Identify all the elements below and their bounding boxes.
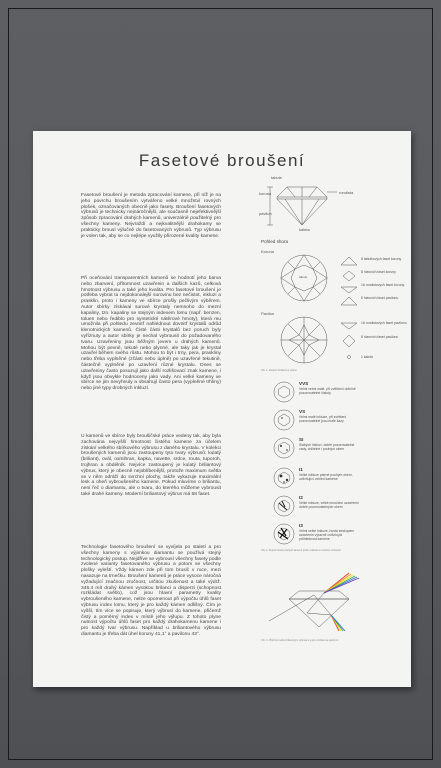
crown-facet-1: 8 tabulkových faset koruny (361, 257, 402, 261)
label-girdle: rondista (339, 190, 354, 195)
paragraph-technology: Technologie fasetového broušení se vyvíjela po staletí a pro všechny kameny s výjimkou diamantu se používá stejný technologický postup. Nejdříve se vybrousí všechny fasety podle zvolené varianty fasetovaného výbrusu a potom se všechny plošky vyleští. Vždy kámen zde při tom brusič v ruce, mezi nasazuje na trnečku. Broušení kamenů je práce vysoce náročná vyžadující značnou zručnost, určitou zkušenost a také výdrž. 345.4 mít drahý kámen vysokou brilanci a disperzi (schopnost rozkládat světlo), což jsou hlavní parametry kvality vybroušeného kamene, nelze opomenout při výpočtu úhlů faset výbrusu index lomu, který je pro každý kámen odlišný. Čím je vyšší, tím více se popisuje, který výbrusí do kamene, přičemž čistý a poměrný index v místě jeho výlupu. Z tohoto plyne nutnost výpočtu úhlů faset pro každý drahokamenu kamene i pro každý tvar výbrusu. Například u briliantového výbrusu diamantu je třeba dát úhel koruny 41,1° a pavilonu 43°. (81, 545, 222, 637)
exhibit-panel (33, 131, 411, 687)
label-crown: koruna (259, 191, 272, 196)
brilliant-profile-diagram (267, 181, 337, 229)
panel-title: Fasetové broušení (138, 151, 306, 170)
pavilion-view-label: Pavilon (261, 311, 275, 316)
paragraph-evaluation: Při oceňování transparentních kamenů se hodnotí jeho barva nebo zbarvení, přítomnost uzavřenin a dalších kazů, celková hmotnost výbrusu a také jeho kvalita. Pro fasetové broušení je potřeba vybrat tu nejdokonalejší surovinu bez nečistot, inkluzí a prasklin, proto i kameny ve sbírce prošly pečlivým výběrem. Autor sbírky získával surové krystaly nemnoho do mezní kapaliny, tzn. kapaliny se stejným indexem lomu (např. benzen, toluen nebo řediblo pro syntetické nátěrové hmoty), která mu umožnila při pohledu zevnitř nahlédnout dovnitř krystalů odrůd klenotnických kamenů. Čisté části krystalů bez poruch byly vyříznuty a autor sbírky je nechal vybrousit do požadovaného tvaru. Uzavřeniny jsou běžným jevem u drahých kamenů. Mohou být pevné, tekuté nebo plynné, ale taky jak je krystal uzavřel během svého růstu. Mohou to být i trny, pera, praskliny nebo třeba vyplněné (zčásti nebo úplně) po uzavřené tekutině, částečně vyplněné po uzavření různé krystalu. Dnes se uzavřeniny často posuzují jako další rozlišovací znak kamene, i když jsou obvykle hodnoceny jako vady. Ani velké kameny ve sbírce se jim nevyhnuly a obsahují často pera (vyplněné trhliny) nebo jiné typy drobných inkluzí. (81, 276, 221, 392)
grade-code-i3: I3 (299, 523, 303, 528)
clarity-stone-si (273, 437, 295, 459)
clarity-stone-i3 (273, 523, 295, 545)
caption-bottom: Obr. 3. Průchod světla briliantovým výbrusem a jeho rozklad na spektrum (261, 639, 339, 642)
clarity-stone-i2 (273, 495, 295, 517)
paragraph-cuts: U kamenů ve sbírce byly broušičské práce vedeny tak, aby byla zachována nejvyšší hmotnost čistého kamene za účelem získání velkého sbírkového výbrusu z daného krystalu. V kolekci broušených kamenů jsou zastoupeny tyto tvary výbrusů: kulatý (briliant), ovál, osmihran, kapka, navette, srdce, routa, tuporoh, trojhran a obdélník. Nejvíce zastoupený je kulatý briliantový výbrus, který je obecně nejoblíbenější, protože maximum světla se v něm odráží do svrchní plochy, takže vykazuje maximální lesk a oheň vybroušeného kamene. Pokud mluvíme o briliantu, není řeč o diamantu, ale o tvaru, do kterého můžeme vybrousit také drahé kameny. Moderní briliantový výbrus má 58 faset. (81, 434, 221, 497)
crown-facet-3: 16 rondistových faset koruny (361, 283, 405, 287)
top-view-title: Pohled shora (261, 239, 289, 244)
crown-facet-shapes (339, 257, 359, 307)
grade-desc-si: Slabých inkluzí, dobře pozorovatelné vady, viditelné i pouhým okem (299, 443, 355, 451)
grade-desc-vs: Velmi malé inkluze, při zvětšení pozorovatelné jsou malé kazy (299, 415, 347, 423)
caption-top: Obr. 1. Moderní briliantový výbrus (261, 369, 297, 372)
grade-desc-vvs: Velmi velmi malé, při zvětšení obtížně pozorovatelné čistoty (299, 387, 356, 395)
pavilion-facet-shapes (339, 321, 359, 361)
crown-view-label: Koruna (261, 249, 274, 254)
grade-desc-i2: Velké inkluze, velké množství uzavřenin dobře pozorovatelných okem (299, 501, 359, 509)
caption-middle: Obr. 2. Stupně čistoty drahých kamenů podle velikosti a množství uzavřenin (261, 549, 342, 552)
clarity-stone-i1 (273, 467, 295, 489)
grade-code-vs: VS (299, 409, 306, 414)
grade-desc-i1: Velké inkluze patrné pouhým okem, ovlivňující vzhled kamene (299, 473, 353, 481)
paragraph-intro: Fasetové broušení je metoda zpracování kamene, při níž je na jeho povrchu broušením vytvářeno velké množství rovných plošek, označovaných obecně jako fasety. Broušení fasetových výbrusů je technicky nejnáročnější, ale současně nejefektivnější způsob zpracování drahých kamenů, univerzálně použitelný pro všechny kameny. Nejvraždí a nejkvalitnější drahokamy se prakticky brousí výlučně do fasetovaných výbrusů. Typ výbrusu je volen tak, aby se co nejlépe využily přirozené kvality kamene. (81, 193, 221, 239)
light-dispersion-diagram (269, 571, 389, 631)
grade-code-si: SI (299, 437, 304, 442)
label-culet: kaleta (299, 227, 310, 232)
crown-facet-4: 8 hlavních faset pavilonu (361, 296, 399, 300)
clarity-stone-vvs (273, 381, 295, 403)
grade-desc-i3: Velmi velké inkluze, hustá seskupení uzavřenin výrazně ovlivňující průhlednost kamene (299, 529, 355, 541)
pavilion-facet-1: 16 rondistových faset pavilonu (361, 321, 407, 325)
clarity-stone-vs (273, 409, 295, 431)
label-pavilion: pavilon (259, 211, 272, 216)
crown-center-label: tabule (299, 275, 308, 279)
crown-facet-2: 8 hlavních faset koruny (361, 270, 396, 274)
label-table: tabule (271, 175, 282, 180)
grade-code-i2: I2 (299, 495, 303, 500)
grade-code-vvs: VVS (299, 381, 309, 386)
pavilion-top-view (279, 315, 329, 365)
pavilion-facet-2: 8 hlavních faset pavilonu (361, 335, 399, 339)
grade-code-i1: I1 (299, 467, 303, 472)
pavilion-facet-3: 1 kaleta (361, 355, 373, 359)
diagram-column (259, 171, 409, 671)
